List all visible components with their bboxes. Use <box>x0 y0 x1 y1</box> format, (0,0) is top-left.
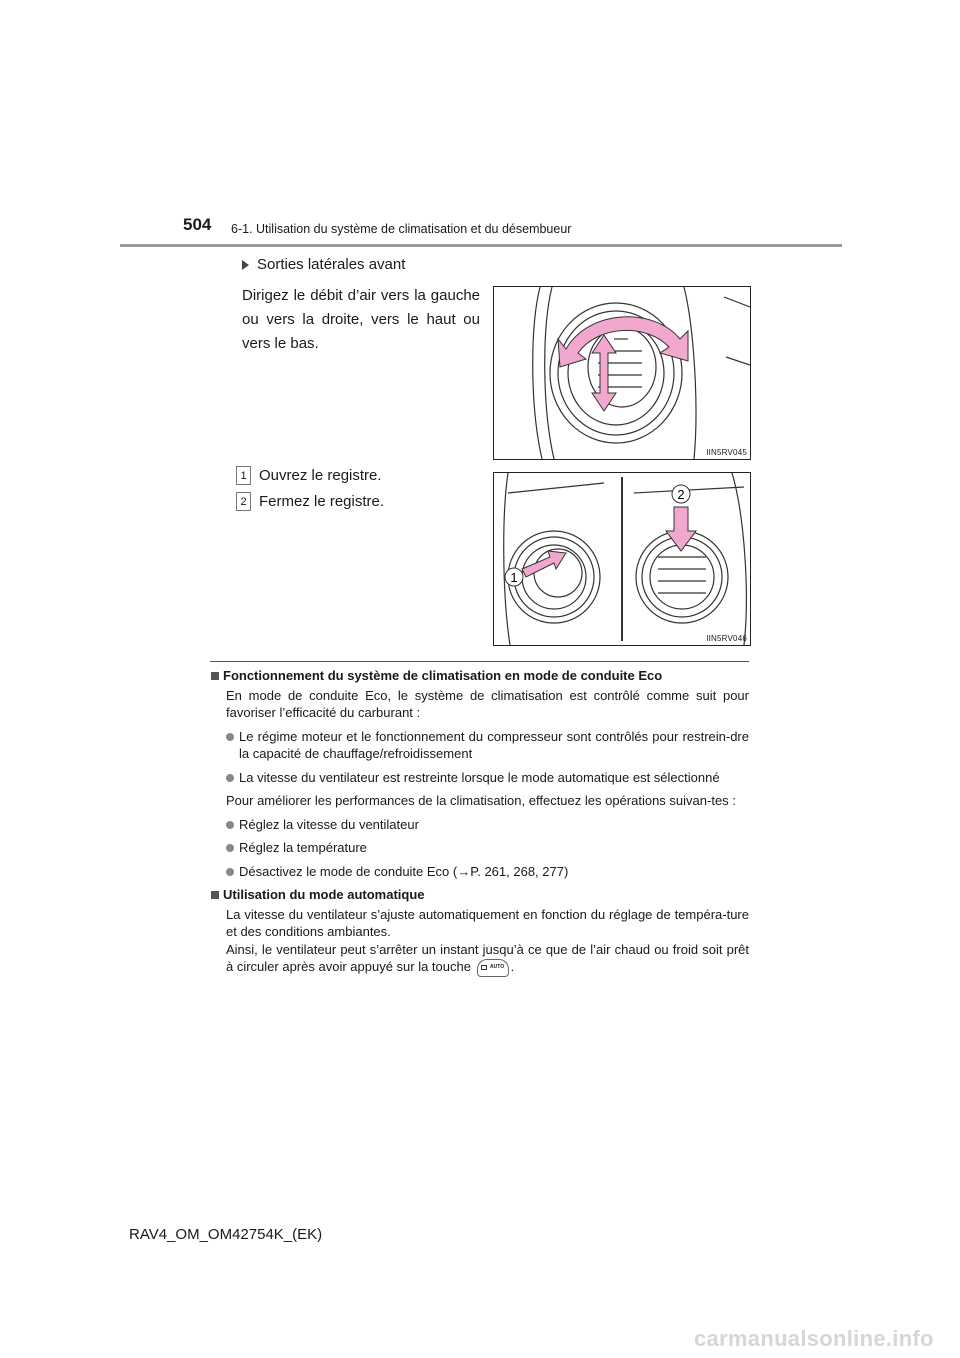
auto-heading-text: Utilisation du mode automatique <box>223 887 425 902</box>
auto-heading <box>211 886 749 904</box>
watermark: carmanualsonline.info <box>694 1326 934 1351</box>
step-text: Ouvrez le registre. <box>259 467 382 484</box>
auto-text-2 <box>226 941 749 977</box>
square-bullet-icon <box>211 891 219 899</box>
list-item-text: La vitesse du ventilateur est restreinte lorsque le mode automatique est sélectionné <box>239 769 720 785</box>
svg-text:2: 2 <box>677 487 685 502</box>
vent-direction-illustration <box>494 287 750 459</box>
horizontal-arrow-icon <box>558 317 688 367</box>
perf-intro: Pour améliorer les performances de la climatisation, effectuez les opérations suivan-tes : <box>226 793 736 808</box>
callout-1 <box>505 568 523 586</box>
vent-direction-figure <box>493 286 751 460</box>
eco-intro: En mode de conduite Eco, le système de climatisation est contrôlé comme suit pour favoriser l’efficacité du carburant : <box>226 687 749 720</box>
auto-button-icon <box>477 959 509 977</box>
square-bullet-icon <box>211 672 219 680</box>
svg-text:1: 1 <box>510 570 518 585</box>
eco-heading-text: Fonctionnement du système de climatisation en mode de conduite Eco <box>223 668 663 683</box>
figure-code: IIN5RV046 <box>706 634 747 643</box>
list-item-text: Désactivez le mode de conduite Eco (→P. 261, 268, 277) <box>239 863 569 879</box>
vertical-arrow-icon <box>592 335 616 411</box>
list-item-text: Réglez la vitesse du ventilateur <box>239 816 419 832</box>
round-bullet-icon <box>226 774 234 782</box>
notes-divider <box>210 661 749 662</box>
list-item <box>226 839 749 857</box>
section-title: 6-1. Utilisation du système de climatisation et du désembueur <box>231 222 572 236</box>
auto-button-label: AUTO <box>490 963 505 970</box>
step-close <box>236 492 384 511</box>
notes-section <box>211 667 749 983</box>
auto-text-end: . <box>510 959 515 974</box>
round-bullet-icon <box>226 844 234 852</box>
step-number-box: 1 <box>236 466 251 485</box>
step-open <box>236 466 382 485</box>
round-bullet-icon <box>226 821 234 829</box>
round-bullet-icon <box>226 868 234 876</box>
down-arrow-icon <box>666 507 696 551</box>
figure-code: IIN5RV045 <box>706 448 747 457</box>
eco-heading <box>211 667 749 685</box>
auto-text-2-body: Ainsi, le ventilateur peut s’arrêter un instant jusqu’à ce que de l’air chaud ou froid soit prêt à circuler après avoir appuyé sur la touche <box>226 941 749 974</box>
list-item <box>226 769 749 787</box>
header-divider <box>120 244 842 247</box>
step-number-box: 2 <box>236 492 251 511</box>
register-figure <box>493 472 751 646</box>
page-number: 504 <box>183 215 212 234</box>
footer-model: RAV4_OM_OM42754K_(EK) <box>129 1226 323 1243</box>
round-bullet-icon <box>226 733 234 741</box>
list-item <box>226 863 749 881</box>
vents-heading-text: Sorties latérales avant <box>257 256 406 273</box>
push-arrow-icon <box>522 551 566 577</box>
list-item <box>226 816 749 834</box>
step-text: Fermez le registre. <box>259 493 385 510</box>
callout-2 <box>672 485 690 503</box>
triangle-bullet-icon <box>242 260 249 270</box>
auto-text-1: La vitesse du ventilateur s’ajuste automatiquement en fonction du réglage de tempéra-ture et des conditions ambiantes. <box>226 906 749 939</box>
vents-subheading <box>242 256 405 273</box>
register-illustration <box>494 473 750 645</box>
list-item-text: Réglez la température <box>239 840 367 855</box>
list-item-text: Le régime moteur et le fonctionnement du compresseur sont contrôlés pour restrein-dre la capacité de chauffage/refroidissement <box>239 728 749 761</box>
list-item <box>226 728 749 763</box>
vents-description: Dirigez le débit d’air vers la gauche ou vers la droite, vers le haut ou vers le bas. <box>242 287 480 352</box>
fan-icon <box>481 965 487 970</box>
